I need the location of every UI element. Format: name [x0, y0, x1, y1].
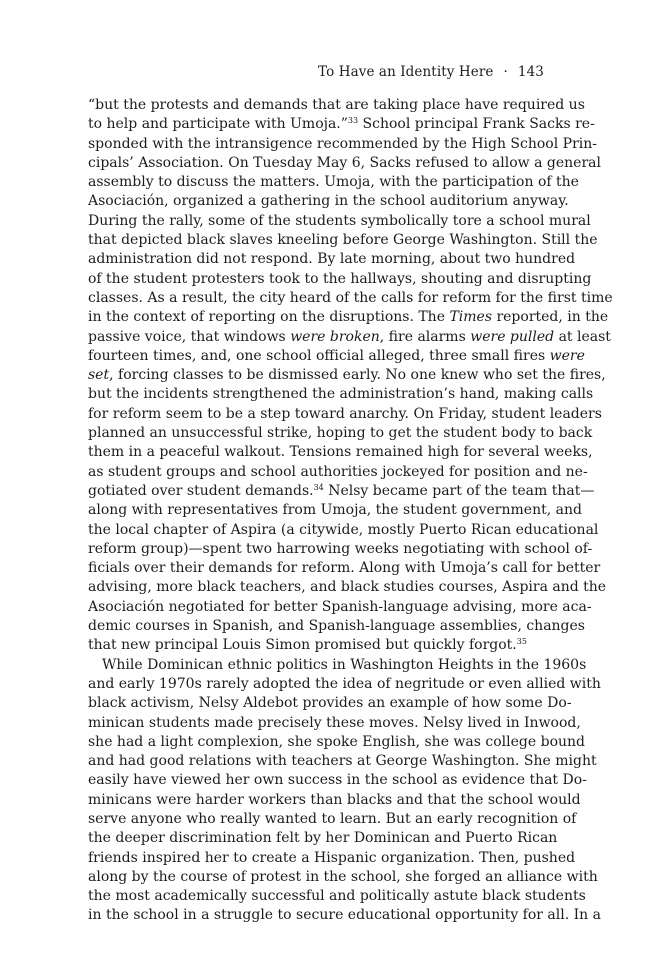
text-line [88, 829, 558, 848]
text-line [88, 714, 581, 733]
text-line [88, 250, 576, 269]
line-text: along by the course of protest in the school, she forged an alliance with [88, 868, 598, 885]
text-line [88, 463, 588, 482]
line-text: but the incidents strengthened the administration’s hand, making calls [88, 386, 594, 403]
line-text: advising, more black teachers, and black studies courses, Aspira and the [88, 579, 607, 596]
line-text: friends inspired her to create a Hispanic organization. Then, pushed [88, 849, 576, 866]
line-text: gotiated over student demands. [88, 482, 314, 499]
line-text: classes. As a result, the city heard of the calls for reform for the first time [88, 289, 613, 306]
line-text: “but the protests and demands that are taking place have required us [88, 97, 585, 113]
text-line [88, 887, 586, 906]
line-text: to help and participate with Umoja.” [88, 116, 348, 133]
line-text: and had good relations with teachers at George Washington. She might [88, 753, 597, 770]
text-line [88, 405, 602, 424]
text-line [88, 501, 582, 520]
line-text: of the student protesters took to the hallways, shouting and disrupting [88, 270, 592, 287]
line-text: in the school in a struggle to secure educational opportunity for all. In a [88, 907, 601, 924]
text-line [88, 173, 579, 192]
line-text: for reform seem to be a step toward anarchy. On Friday, student leaders [88, 405, 602, 422]
italic-text: were broken [290, 328, 380, 345]
line-text: that new principal Louis Simon promised but quickly forgot. [88, 637, 517, 654]
line-text: Nelsy became part of the team that— [323, 482, 595, 499]
line-text: passive voice, that windows [88, 328, 291, 345]
text-line [88, 385, 594, 404]
text-line [88, 482, 595, 501]
text-line [88, 366, 606, 385]
text-line [88, 771, 587, 790]
line-text: as student groups and school authorities jockeyed for position and ne- [88, 463, 588, 480]
line-text: demic courses in Spanish, and Spanish-language assemblies, changes [88, 618, 585, 635]
text-line [88, 212, 591, 231]
text-line [88, 521, 599, 540]
running-head-title: To Have an Identity Here [318, 64, 494, 80]
footnote-marker: 35 [516, 637, 527, 647]
line-text: During the rally, some of the students symbolically tore a school mural [88, 212, 591, 229]
text-line [88, 868, 598, 887]
line-text: easily have viewed her own success in the school as evidence that Do- [88, 772, 587, 789]
line-text: ficials over their demands for reform. Along with Umoja’s call for better [88, 560, 601, 577]
line-text: serve anyone who really wanted to learn. But an early recognition of [88, 810, 577, 827]
text-line [88, 308, 609, 327]
line-text: administration did not respond. By late morning, about two hundred [88, 251, 576, 268]
text-line [88, 578, 607, 597]
text-line [88, 636, 548, 655]
text-line [88, 752, 597, 771]
text-line [88, 135, 598, 154]
text-line [88, 849, 576, 868]
italic-text: were pulled [470, 328, 555, 345]
text-line [88, 154, 601, 173]
line-text: in the context of reporting on the disruptions. The [88, 309, 450, 326]
line-text: she had a light complexion, she spoke English, she was college bound [88, 733, 585, 750]
line-text: , fire alarms [379, 328, 471, 345]
text-line [88, 810, 577, 829]
line-text: fourteen times, and, one school official alleged, three small fires [88, 347, 550, 364]
line-text: the most academically successful and politically astute black students [88, 888, 586, 905]
running-head-separator: · [503, 64, 508, 80]
line-text: the deeper discrimination felt by her Dominican and Puerto Rican [88, 830, 558, 847]
text-line [88, 906, 601, 925]
text-line [88, 791, 581, 810]
text-line [88, 231, 598, 250]
text-line [88, 96, 585, 115]
running-head [318, 64, 544, 80]
text-line [88, 656, 587, 675]
line-text: that depicted black slaves kneeling before George Washington. Still the [88, 232, 598, 249]
line-text: While Dominican ethnic politics in Washington Heights in the 1960s [102, 656, 587, 673]
italic-text: set [88, 367, 110, 384]
text-line [88, 617, 585, 636]
line-text: assembly to discuss the matters. Umoja, with the participation of the [88, 174, 579, 191]
line-text: at least [554, 328, 611, 345]
text-line [88, 270, 592, 289]
text-line [88, 675, 601, 694]
body-text [88, 96, 613, 926]
line-text: Asociación negotiated for better Spanish-language advising, more aca- [88, 598, 592, 615]
text-line [88, 598, 592, 617]
line-text: reported, in the [492, 309, 609, 326]
line-text: minicans were harder workers than blacks and that the school would [88, 791, 581, 808]
italic-text: Times [449, 309, 492, 326]
line-text: planned an unsuccessful strike, hoping to get the student body to back [88, 425, 593, 442]
text-line [88, 424, 593, 443]
line-text: the local chapter of Aspira (a citywide, mostly Puerto Rican educational [88, 521, 599, 538]
line-text: Asociación, organized a gathering in the school auditorium anyway. [88, 193, 569, 210]
line-text: cipals’ Association. On Tuesday May 6, Sacks refused to allow a general [88, 154, 601, 171]
text-line [88, 347, 585, 366]
text-line [88, 192, 569, 211]
line-text: black activism, Nelsy Aldebot provides an example of how some Do- [88, 695, 572, 712]
line-text: minican students made precisely these moves. Nelsy lived in Inwood, [88, 714, 581, 731]
italic-text: were [549, 347, 585, 364]
text-line [88, 328, 611, 347]
footnote-marker: 33 [347, 116, 359, 126]
line-text: School principal Frank Sacks re- [358, 116, 595, 133]
text-line [88, 733, 585, 752]
line-text: and early 1970s rarely adopted the idea of negritude or even allied with [88, 675, 601, 692]
line-text: sponded with the intransigence recommended by the High School Prin- [88, 135, 598, 152]
text-line [88, 694, 572, 713]
text-line [88, 289, 613, 308]
text-line [88, 443, 593, 462]
footnote-marker: 34 [313, 482, 324, 492]
line-text: along with representatives from Umoja, the student government, and [88, 502, 582, 519]
line-text: reform group)—spent two harrowing weeks negotiating with school of- [88, 540, 593, 557]
line-text: them in a peaceful walkout. Tensions remained high for several weeks, [88, 444, 593, 461]
text-line [88, 559, 601, 578]
page-number: 143 [517, 64, 544, 80]
text-line [88, 115, 595, 134]
text-line [88, 540, 593, 559]
line-text: , forcing classes to be dismissed early. No one knew who set the fires, [109, 367, 606, 384]
